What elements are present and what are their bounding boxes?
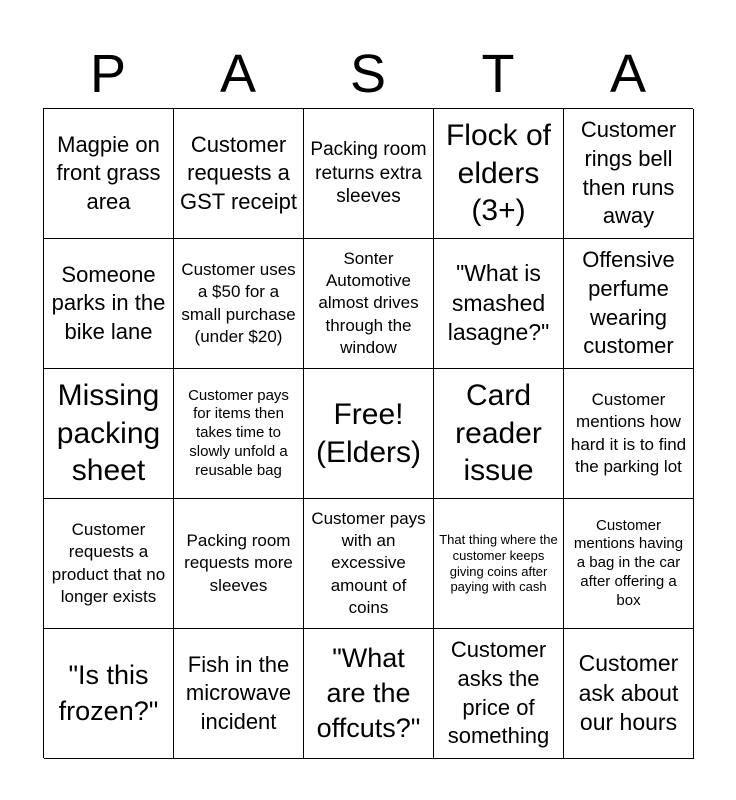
bingo-cell-r1c1[interactable]: Magpie on front grass area (44, 109, 174, 239)
bingo-grid (43, 108, 693, 758)
header-letter-a2: A (609, 44, 647, 104)
bingo-cell-r4c5[interactable]: Customer mentions having a bag in the car after offering a box (564, 499, 694, 629)
bingo-cell-r1c2[interactable]: Customer requests a GST receipt (174, 109, 304, 239)
bingo-cell-r1c5[interactable]: Customer rings bell then runs away (564, 109, 694, 239)
bingo-cell-r1c3[interactable]: Packing room returns extra sleeves (304, 109, 434, 239)
bingo-cell-r5c5[interactable]: Customer ask about our hours (564, 629, 694, 759)
bingo-cell-r3c4[interactable]: Card reader issue (434, 369, 564, 499)
bingo-cell-r4c4[interactable]: That thing where the customer keeps giving coins after paying with cash (434, 499, 564, 629)
bingo-cell-r3c1[interactable]: Missing packing sheet (44, 369, 174, 499)
bingo-cell-r5c2[interactable]: Fish in the microwave incident (174, 629, 304, 759)
bingo-cell-r2c3[interactable]: Sonter Automotive almost drives through the window (304, 239, 434, 369)
bingo-cell-r5c3[interactable]: "What are the offcuts?" (304, 629, 434, 759)
bingo-cell-r1c4[interactable]: Flock of elders (3+) (434, 109, 564, 239)
bingo-cell-r4c1[interactable]: Customer requests a product that no longer exists (44, 499, 174, 629)
header-letter-a: A (219, 44, 257, 104)
bingo-cell-r3c5[interactable]: Customer mentions how hard it is to find the parking lot (564, 369, 694, 499)
bingo-cell-r3c3-free[interactable]: Free! (Elders) (304, 369, 434, 499)
bingo-cell-r2c2[interactable]: Customer uses a $50 for a small purchase (under $20) (174, 239, 304, 369)
bingo-cell-r4c3[interactable]: Customer pays with an excessive amount of coins (304, 499, 434, 629)
bingo-cell-r2c4[interactable]: "What is smashed lasagne?" (434, 239, 564, 369)
header-letter-s: S (349, 44, 387, 104)
bingo-cell-r3c2[interactable]: Customer pays for items then takes time to slowly unfold a reusable bag (174, 369, 304, 499)
bingo-cell-r2c1[interactable]: Someone parks in the bike lane (44, 239, 174, 369)
bingo-cell-r5c4[interactable]: Customer asks the price of something (434, 629, 564, 759)
bingo-cell-r2c5[interactable]: Offensive perfume wearing customer (564, 239, 694, 369)
bingo-cell-r5c1[interactable]: "Is this frozen?" (44, 629, 174, 759)
header-letter-p: P (89, 44, 127, 104)
bingo-cell-r4c2[interactable]: Packing room requests more sleeves (174, 499, 304, 629)
header-letter-t: T (481, 44, 515, 104)
bingo-header (43, 40, 693, 108)
